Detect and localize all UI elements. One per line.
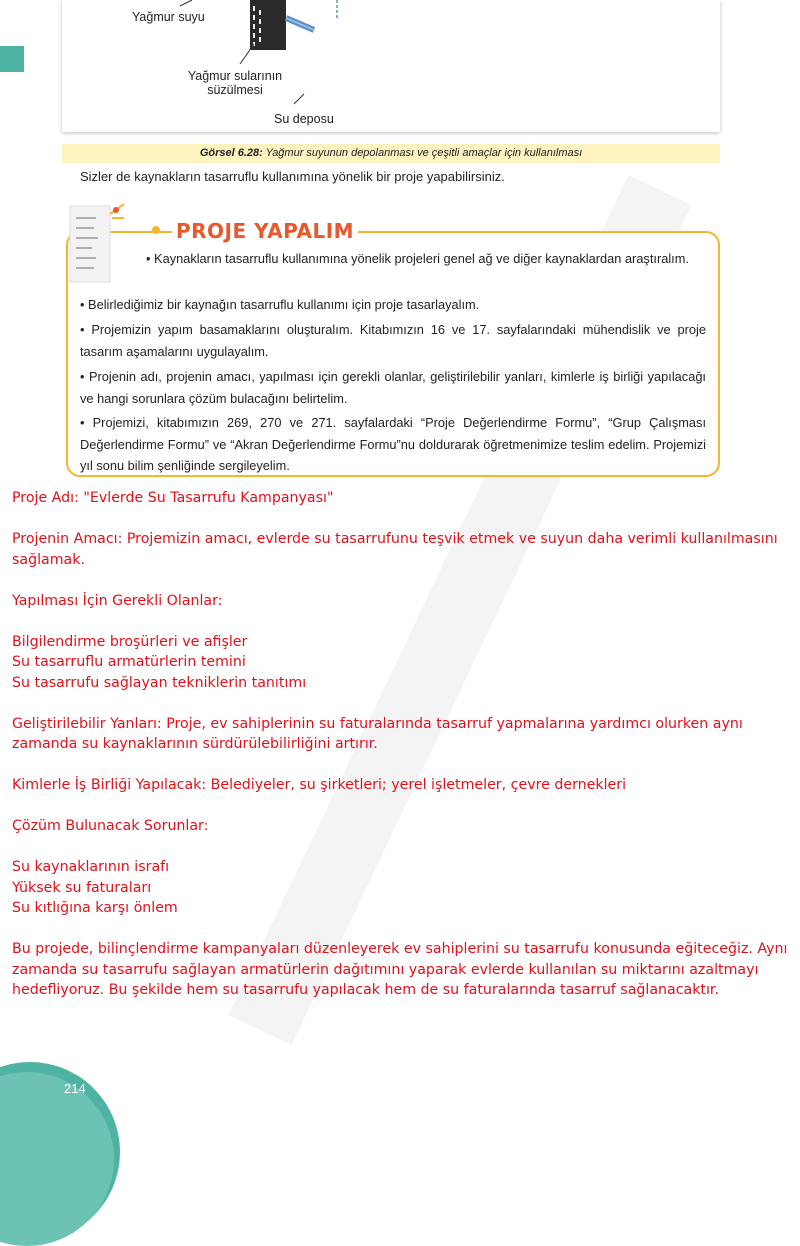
answer-problem-item: Yüksek su faturaları: [12, 879, 152, 896]
answer-requirements-title: Yapılması İçin Gerekli Olanlar:: [12, 592, 223, 609]
answer-requirement-item: Su tasarrufu sağlayan tekniklerin tanıtımı: [12, 674, 307, 691]
answer-collaboration: Kimlerle İş Birliği Yapılacak: Belediyeler, su şirketleri; yerel işletmeler, çevre dernekleri: [12, 777, 627, 793]
project-item-2: • Belirlediğimiz bir kaynağın tasarruflu kullanımı için proje tasarlayalım.: [80, 297, 480, 312]
answer-purpose: Projenin Amacı: Projemizin amacı, evlerde su tasarrufunu teşvik etmek ve suyun daha verimli kullanılmasını sağlamak.: [12, 531, 778, 568]
heading-bullet-dot: [152, 226, 160, 234]
side-tab-marker: [0, 46, 24, 72]
figure-illustration: [62, 0, 720, 132]
project-item-3: • Projemizin yapım basamaklarını oluşturalım. Kitabımızın 16 ve 17. sayfalarındaki mühendislik ve proje tasarım aşamalarını uygulayalım.: [80, 322, 706, 359]
answer-problem-item: Su kıtlığına karşı önlem: [12, 900, 178, 916]
answer-requirement-item: Bilgilendirme broşürleri ve afişler: [12, 633, 248, 650]
label-rain-water: Yağmur suyu: [132, 10, 205, 24]
answer-problems-title: Çözüm Bulunacak Sorunlar:: [12, 818, 209, 834]
intro-text: Sizler de kaynakların tasarruflu kullanımına yönelik bir proje yapabilirsiniz.: [80, 169, 505, 184]
notepad-icon: [66, 200, 126, 286]
answer-summary: Bu projede, bilinçlendirme kampanyaları düzenleyerek ev sahiplerini su tasarrufu konusunda eğiteceğiz. Aynı zamanda su tasarrufu sağlayan armatürlerin dağıtımını yaparak evlerde kullanılan su miktarını azaltmayı hedefliyoruz. Bu şekilde hem su tasarrufu yapılacak hem de su faturalarında tasarruf sağlanacaktır.: [12, 941, 788, 998]
project-item-4: • Projenin adı, projenin amacı, yapılması için gerekli olanlar, geliştirilebilir yanları, kimlerle iş birliği yapılacağı ve hangi sorunlara çözüm bulacağını belirtelim.: [80, 369, 706, 406]
label-filtering: [170, 69, 300, 97]
label-filtering-line2: süzülmesi: [207, 83, 263, 97]
project-item-5: • Projemizi, kitabımızın 269, 270 ve 271. sayfalardaki “Proje Değerlendirme Formu”, “Grup Çalışması Değerlendirme Formu” ve “Akran Değerlendirme Formu”nu doldurarak öğretmenimize teslim edelim. Projemizi yıl sonu bilim şenliğinde sergileyelim.: [80, 415, 706, 473]
page-number: 214: [64, 1081, 86, 1096]
project-item-1: • Kaynakların tasarruflu kullanımına yönelik projeleri genel ağ ve diğer kaynaklardan araştıralım.: [146, 251, 689, 266]
answer-project-name: Proje Adı: "Evlerde Su Tasarrufu Kampanyası": [12, 490, 334, 506]
figure-caption: [62, 147, 720, 159]
answer-requirement-item: Su tasarruflu armatürlerin temini: [12, 654, 246, 670]
caption-text: Yağmur suyunun depolanması ve çeşitli amaçlar için kullanılması: [262, 147, 583, 159]
label-water-tank: Su deposu: [274, 112, 334, 126]
project-heading: PROJE YAPALIM: [172, 219, 358, 243]
project-answer: [12, 488, 792, 1001]
caption-label: Görsel 6.28:: [199, 147, 263, 159]
answer-problem-item: Su kaynaklarının israfı: [12, 859, 170, 875]
label-filtering-line1: Yağmur sularının: [187, 69, 283, 83]
answer-improvable: Geliştirilebilir Yanları: Proje, ev sahiplerinin su faturalarında tasarruf yapmalarına yardımcı olurken aynı zamanda su kaynaklarının sürdürülebilirliğini artırır.: [12, 715, 743, 752]
